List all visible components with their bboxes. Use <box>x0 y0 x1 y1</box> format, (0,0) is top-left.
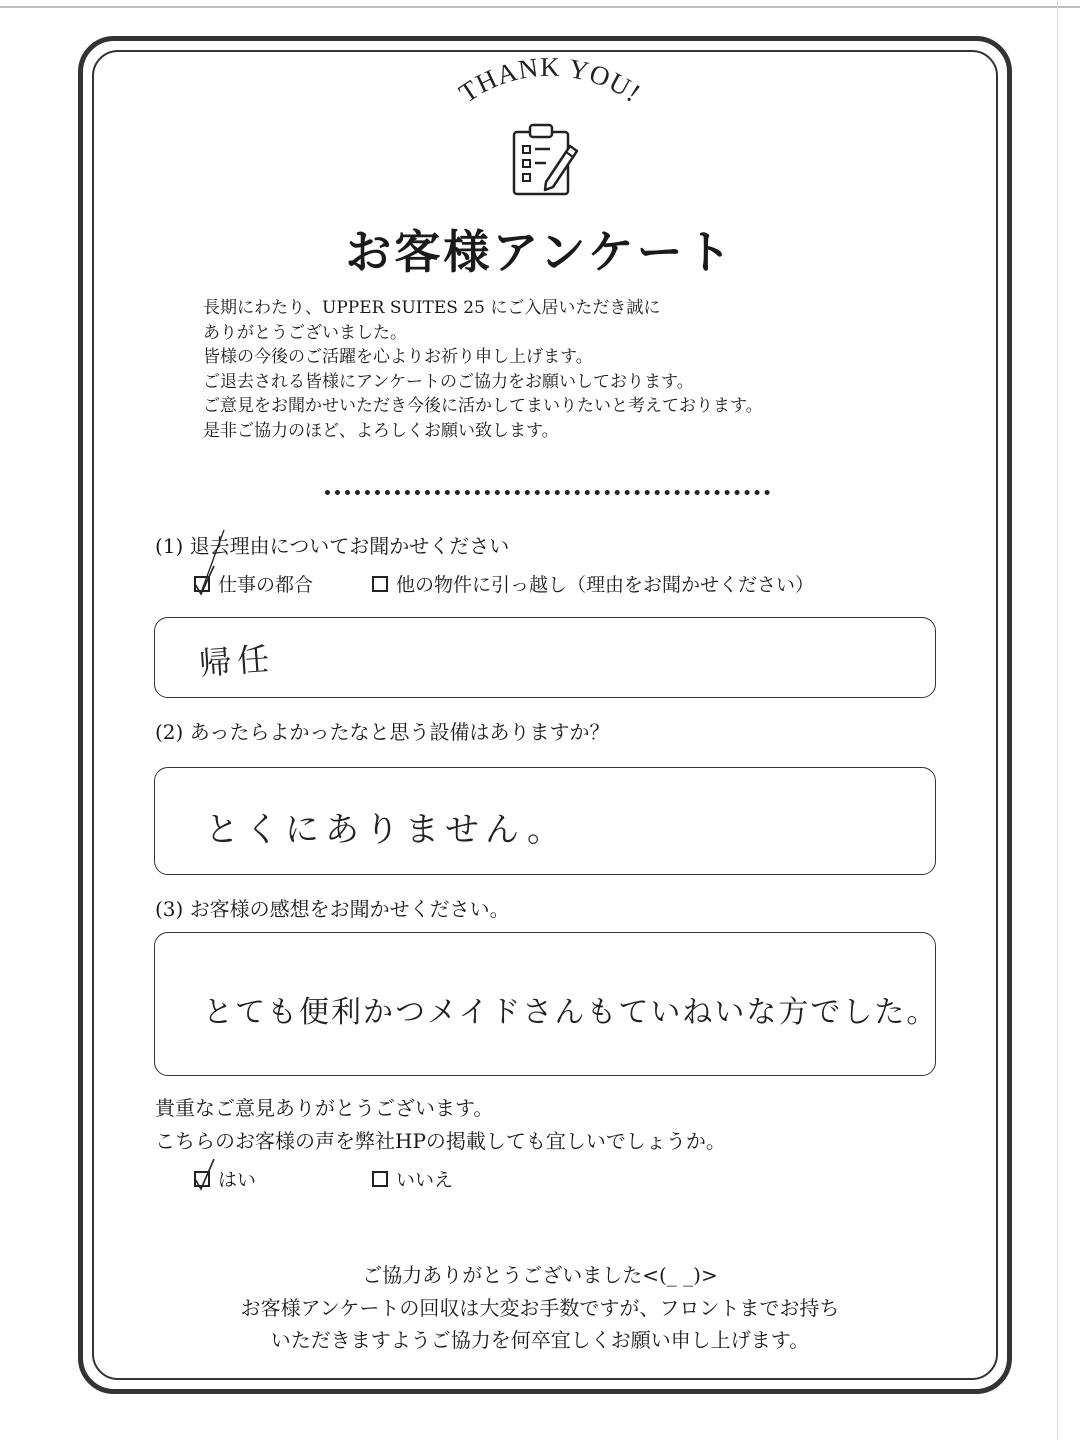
option-consent-yes[interactable] <box>194 1165 256 1192</box>
consent-yes-label: はい <box>218 1169 257 1191</box>
consent-no-checkbox[interactable] <box>372 1171 388 1187</box>
intro-line: ありがとうございました。 <box>203 322 407 343</box>
svg-text:THANK YOU! <box>454 52 647 108</box>
question-2: (2) あったらよかったなと思う設備はありますか？ <box>155 720 610 744</box>
intro-line: 是非ご協力のほど、よろしくお願い致します。 <box>203 420 559 441</box>
intro-line: ご退去される皆様にアンケートのご協力をお願いしております。 <box>203 371 694 392</box>
footer-instruction-line-1: お客様アンケートの回収は大変お手数ですが、フロントまでお持ち <box>240 1296 840 1320</box>
check-mark-icon <box>192 1159 218 1193</box>
scan-edge-top <box>0 6 1080 8</box>
consent-yes-checkbox[interactable] <box>194 1171 210 1187</box>
question-1: (1) 退去理由についてお聞かせください <box>155 534 510 558</box>
check-mark-icon <box>192 564 218 598</box>
intro-text <box>203 296 903 443</box>
option-move-label: 他の物件に引っ越し（理由をお聞かせください） <box>396 574 815 596</box>
dotted-divider <box>325 490 770 495</box>
answer-box-2[interactable] <box>154 767 936 875</box>
move-reason-checkbox[interactable] <box>372 576 388 592</box>
intro-line: 長期にわたり、UPPER SUITES 25 にご入居いただき誠に <box>203 298 661 318</box>
answer-1-handwriting: 帰任 <box>197 639 277 683</box>
intro-line: 皆様の今後のご活躍を心よりお祈り申し上げます。 <box>203 347 593 367</box>
option-work-label: 仕事の都合 <box>218 574 314 596</box>
clipboard-checklist-icon <box>508 122 580 198</box>
option-move-reason[interactable] <box>372 570 814 597</box>
answer-box-1[interactable] <box>154 617 936 698</box>
option-work-reason[interactable] <box>194 570 313 597</box>
footer-thanks: ご協力ありがとうございました<(_ _)> <box>362 1263 718 1287</box>
footer-instruction-line-2: いただきますようご協力を何卒宜しくお願い申し上げます。 <box>270 1328 810 1352</box>
work-reason-checkbox[interactable] <box>194 576 210 592</box>
intro-line: ご意見をお聞かせいただき今後に活かしてまいりたいと考えております。 <box>203 396 763 416</box>
answer-2-handwriting: とくにありません。 <box>205 810 568 850</box>
thanks-for-feedback: 貴重なご意見ありがとうございます。 <box>155 1096 494 1120</box>
answer-3-handwriting: とても便利かつメイドさんもていねいな方でした。 <box>203 995 939 1030</box>
publish-consent-question: こちらのお客様の声を弊社HPの掲載しても宜しいでしょうか。 <box>155 1129 726 1153</box>
consent-no-label: いいえ <box>396 1169 454 1191</box>
question-3: (3) お客様の感想をお聞かせください。 <box>155 897 510 921</box>
answer-box-3[interactable] <box>154 932 939 1076</box>
thank-you-text: THANK YOU! <box>453 51 647 109</box>
survey-title: お客様アンケート <box>345 225 735 279</box>
option-consent-no[interactable] <box>372 1165 453 1192</box>
